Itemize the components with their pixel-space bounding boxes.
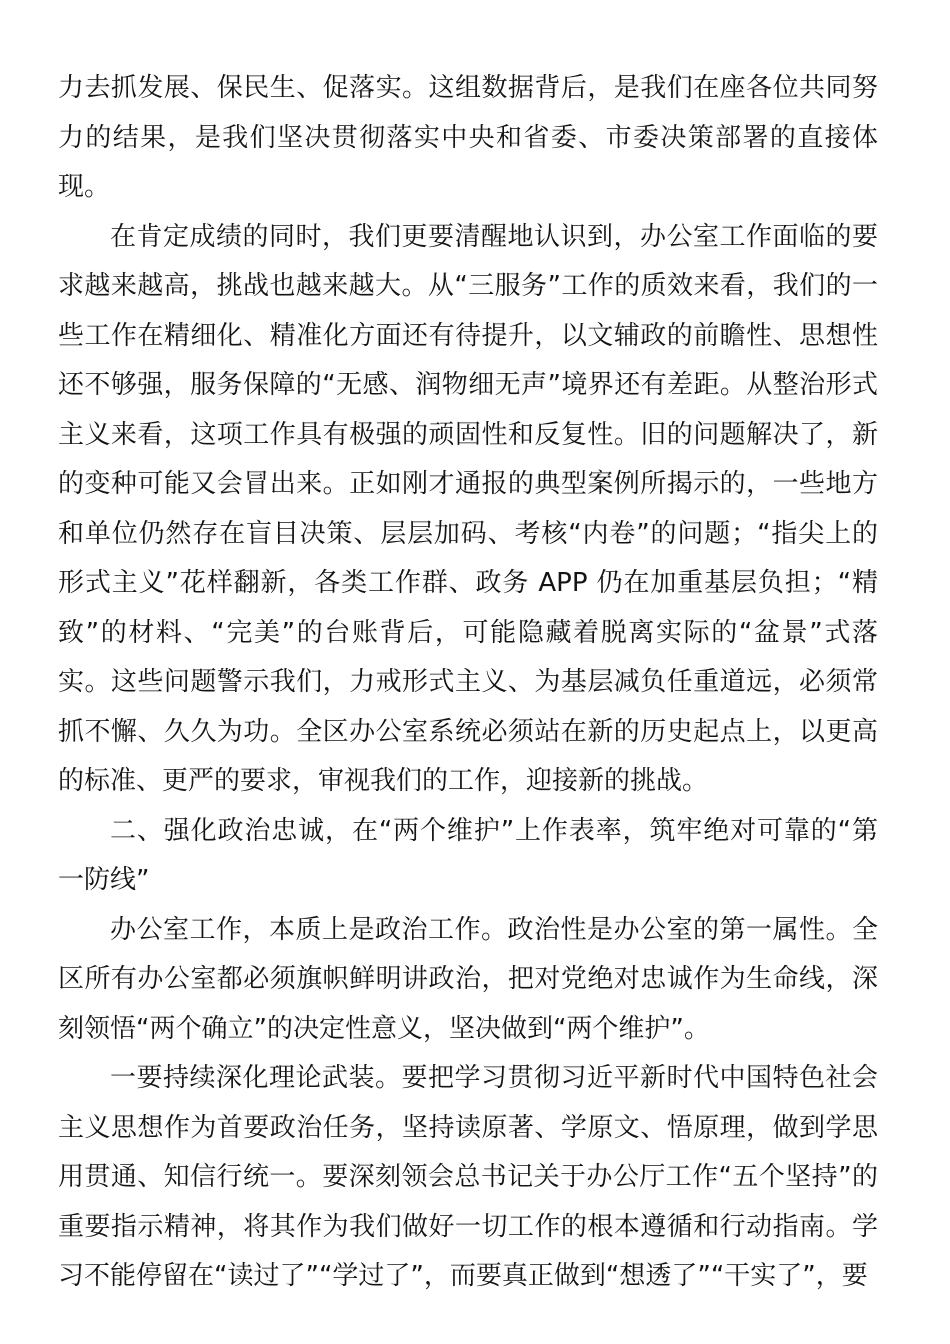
paragraph-theory-study: 一要持续深化理论武装。要把学习贯彻习近平新时代中国特色社会主义思想作为首要政治任务，坚持读原著、学原文、悟原理，做到学思用贯通、知信行统一。要深刻领会总书记关于办公厅工作“五个坚持”的重要指示精神，将其作为我们做好一切工作的根本遵循和行动指南。学习不能停留在“读过了”“学过了”，而要真正做到“想透了”“干实了”，要: [58, 1063, 878, 1291]
paragraph-challenges: 在肯定成绩的同时，我们更要清醒地认识到，办公室工作面临的要求越来越高，挑战也越来越大。从“三服务”工作的质效来看，我们的一些工作在精细化、精准化方面还有待提升，以文辅政的前瞻性、思想性还不够强，服务保障的“无感、润物细无声”境界还有差距。从整治形式主义来看，这项工作具有极强的顽固性和反复性。旧的问题解决了，新的变种可能又会冒出来。正如刚才通报的典型案例所揭示的，一些地方和单位仍然存在盲目决策、层层加码、考核“内卷”的问题；“指尖上的形式主义”花样翻新，各类工作群、政务 APP 仍在加重基层负担；“精致”的材料、“完美”的台账背后，可能隐藏着脱离实际的“盆景”式落实。这些问题警示我们，力戒形式主义、为基层减负任重道远，必须常抓不懈、久久为功。全区办公室系统必须站在新的历史起点上，以更高的标准、更严的要求，审视我们的工作，迎接新的挑战。: [58, 221, 878, 796]
paragraph-continuation: 力去抓发展、保民生、促落实。这组数据背后，是我们在座各位共同努力的结果，是我们坚决贯彻落实中央和省委、市委决策部署的直接体现。: [58, 73, 878, 202]
section-heading-two: 二、强化政治忠诚，在“两个维护”上作表率，筑牢绝对可靠的“第一防线”: [58, 815, 878, 895]
paragraph-political-work: 办公室工作，本质上是政治工作。政治性是办公室的第一属性。全区所有办公室都必须旗帜鲜明讲政治，把对党绝对忠诚作为生命线，深刻领悟“两个确立”的决定性意义，坚决做到“两个维护”。: [58, 914, 878, 1044]
document-body: [58, 64, 878, 1302]
